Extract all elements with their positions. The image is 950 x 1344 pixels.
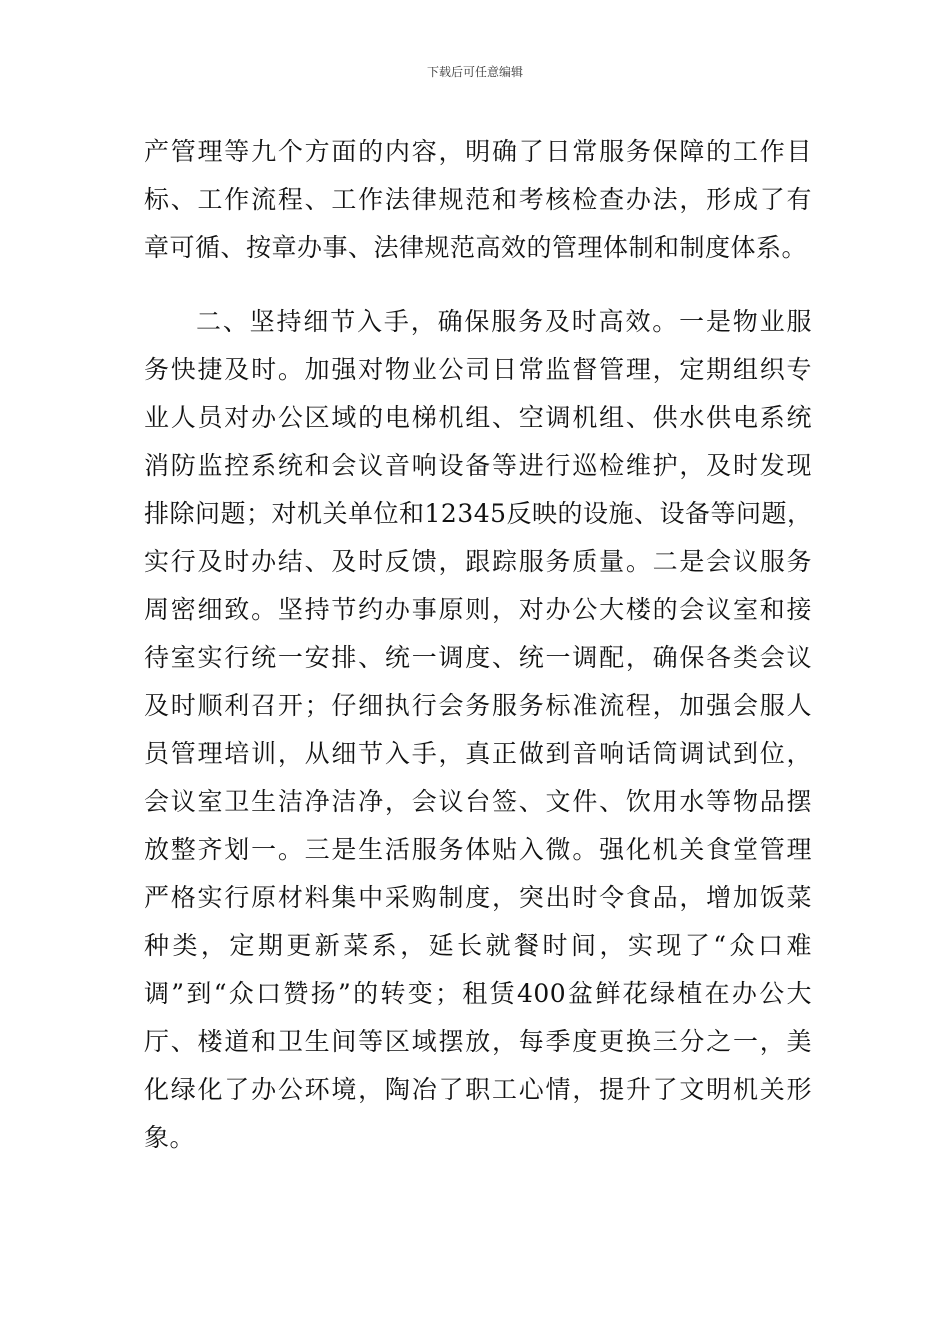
paragraph-line: 消防监控系统和会议音响设备等进行巡检维护，及时发现 [144,451,812,480]
paragraph-line: 章可循、按章办事、法律规范高效的管理体制和制度体系。 [144,233,808,262]
paragraph-line: 标、工作流程、工作法律规范和考核检查办法，形成了有 [144,185,812,214]
paragraph-line: 周密细致。坚持节约办事原则，对办公大楼的会议室和接 [144,595,812,624]
paragraph-line: 调”到“众口赞扬”的转变；租赁400盆鲜花绿植在办公大 [144,979,812,1008]
paragraph-line: 种类，定期更新菜系，延长就餐时间，实现了“众口难 [144,931,812,960]
page-header-note: 下载后可任意编辑 [426,65,523,79]
paragraph-2 [144,298,812,1162]
paragraph-line: 实行及时办结、及时反馈，跟踪服务质量。二是会议服务 [144,547,812,576]
paragraph-line: 象。 [144,1123,196,1152]
paragraph-line: 会议室卫生洁净洁净，会议台签、文件、饮用水等物品摆 [144,787,812,816]
paragraph-line: 员管理培训，从细节入手，真正做到音响话筒调试到位， [144,739,812,768]
paragraph-line: 业人员对办公区域的电梯机组、空调机组、供水供电系统 [144,403,812,432]
paragraph-line: 务快捷及时。加强对物业公司日常监督管理，定期组织专 [144,355,812,384]
paragraph-line: 厅、楼道和卫生间等区域摆放，每季度更换三分之一，美 [144,1027,812,1056]
paragraph-line: 待室实行统一安排、统一调度、统一调配，确保各类会议 [144,643,812,672]
paragraph-line: 严格实行原材料集中采购制度，突出时令食品，增加饭菜 [144,883,812,912]
paragraph-line: 化绿化了办公环境，陶冶了职工心情，提升了文明机关形 [144,1075,812,1104]
paragraph-line: 排除问题；对机关单位和12345反映的设施、设备等问题， [144,499,813,528]
paragraph-1 [144,128,812,272]
paragraph-line: 及时顺利召开；仔细执行会务服务标准流程，加强会服人 [144,691,812,720]
paragraph-line: 产管理等九个方面的内容，明确了日常服务保障的工作目 [144,137,812,166]
paragraph-line: 二、坚持细节入手，确保服务及时高效。一是物业服 [196,307,812,336]
paragraph-line: 放整齐划一。三是生活服务体贴入微。强化机关食堂管理 [144,835,812,864]
